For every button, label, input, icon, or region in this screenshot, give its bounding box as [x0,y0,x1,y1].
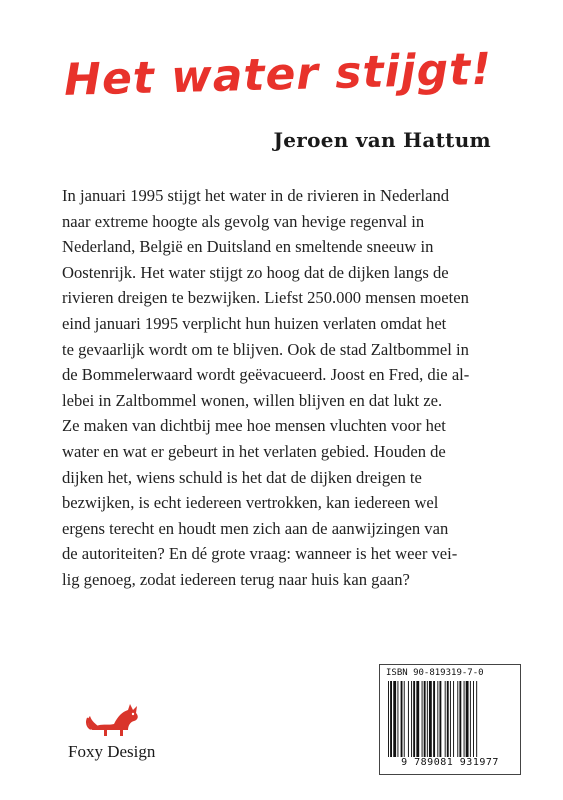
blurb-line: Nederland, België en Duitsland en smeltende sneeuw in [62,237,434,257]
blurb-line: lebei in Zaltbommel wonen, willen blijven en dat lukt ze. [62,390,443,410]
barcode-bar [424,681,426,757]
blurb-line: dijken het, wiens schuld is het dat de dijken dreigen te [62,467,422,487]
barcode-bar [416,681,419,757]
barcode-bar [397,681,398,757]
blurb-line: de autoriteiten? En dé grote vraag: wanneer is het weer vei- [62,544,458,564]
barcode-bar [408,681,409,757]
blurb-line: de Bommelerwaard wordt geëvacueerd. Joost en Fred, die al- [62,365,470,385]
barcode-bar [429,681,432,757]
blurb-line: water en wat er gebeurt in het verlaten gebied. Houden de [62,441,446,461]
blurb-line: naar extreme hoogte als gevolg van hevige regenval in [62,211,425,231]
barcode-bar [427,681,428,757]
blurb-line: te gevaarlijk wordt om te blijven. Ook de stad Zaltbommel in [62,339,469,359]
barcode-bar [445,681,446,757]
barcode-bar [404,681,405,757]
barcode-bar [470,681,471,757]
barcode-graphic [386,681,514,757]
barcode-bar [393,681,396,757]
barcode-bar [476,681,477,757]
barcode-bar [390,681,392,757]
publisher-name: Foxy Design [68,742,156,761]
blurb-line: lig genoeg, zodat iedereen terug naar huis kan gaan? [62,569,410,589]
title-text: Het water stijgt! [63,43,493,106]
barcode-number: 9 789081 931977 [401,757,499,768]
blurb-line: In januari 1995 stijgt het water in de rivieren in Nederland [62,186,450,205]
barcode-bar [413,681,415,757]
book-title [62,38,493,108]
barcode-bar [457,681,458,757]
barcode-bar [411,681,412,757]
barcode-bar [422,681,423,757]
publisher-block [68,700,178,772]
blurb-line: rivieren dreigen te bezwijken. Liefst 250.000 mensen moeten [62,288,469,308]
barcode-bar [466,681,469,757]
barcode-bar [439,681,441,757]
barcode-bar [453,681,454,757]
barcode-bar [433,681,435,757]
title-graphic [62,38,493,108]
barcode-bar [473,681,474,757]
blurb-line: eind januari 1995 verplicht hun huizen verlaten omdat het [62,313,447,333]
barcode-bar [450,681,451,757]
fox-icon [84,700,144,740]
blurb-line: ergens terecht en houdt men zich aan de aanwijzingen van [62,518,449,538]
blurb-text [62,183,507,593]
blurb-line: Ze maken van dichtbij mee hoe mensen vluchten voor het [62,416,446,436]
barcode-panel [379,664,521,775]
barcode-bar [437,681,438,757]
blurb-line: bezwijken, is echt iedereen vertrokken, kan iedereen wel [62,493,439,513]
barcode-bar [464,681,465,757]
barcode-bar [388,681,389,757]
barcode-bar [401,681,403,757]
barcode-bar [459,681,461,757]
isbn-label: ISBN 90-819319-7-0 [386,668,484,678]
blurb-line: Oostenrijk. Het water stijgt zo hoog dat de dijken langs de [62,262,449,282]
barcode-bar [447,681,449,757]
author-name: Jeroen van Hattum [273,128,491,152]
